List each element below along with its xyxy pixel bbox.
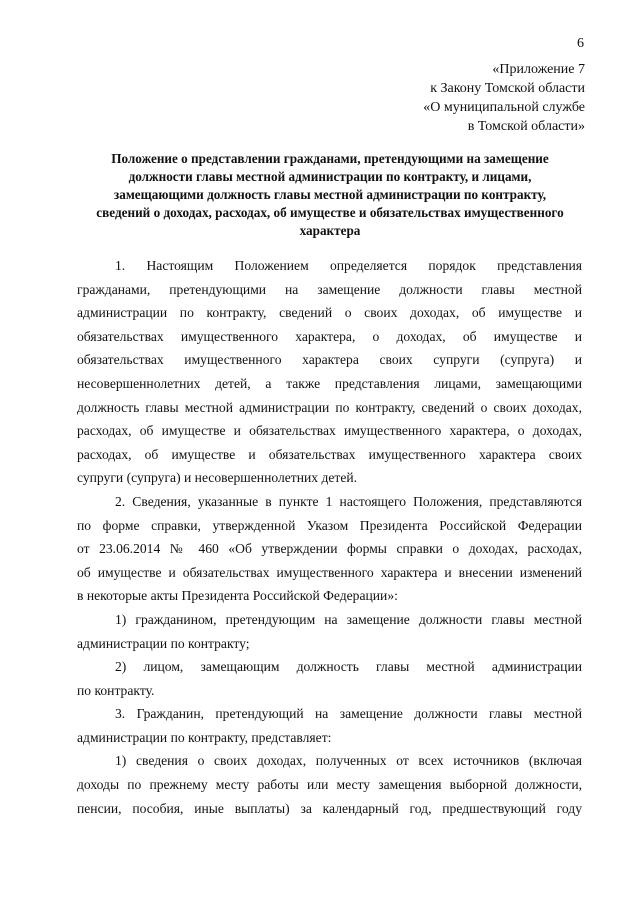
- paragraph-line: пенсии, пособия, иные выплаты) за календарный год, предшествующий году: [77, 800, 582, 816]
- paragraph: [77, 702, 582, 749]
- appendix-line: в Томской области»: [467, 119, 585, 134]
- title-line: характера: [299, 223, 361, 238]
- paragraph: [77, 608, 582, 655]
- paragraph-line: расходах, об имуществе и обязательствах имущественного характера, о доходах,: [77, 423, 582, 439]
- appendix-line: «О муниципальной службе: [423, 100, 585, 115]
- paragraph-line: в некоторые акты Президента Российской Федерации»:: [77, 588, 398, 604]
- paragraph-line: 1) гражданином, претендующим на замещение должности главы местной: [115, 611, 582, 627]
- appendix-line: к Закону Томской области: [430, 81, 585, 96]
- paragraph-line: 3. Гражданин, претендующий на замещение должности главы местной: [115, 706, 582, 722]
- title-line: сведений о доходах, расходах, об имуществе и обязательствах имущественного: [96, 205, 564, 220]
- paragraph-line: гражданами, претендующими на замещение должности главы местной: [77, 281, 582, 297]
- paragraph-line: супруги (супруга) и несовершеннолетних детей.: [77, 470, 358, 486]
- paragraph-line: доходы по прежнему месту работы или месту замещения выборной должности,: [77, 777, 582, 793]
- paragraph-line: 1) сведения о своих доходах, полученных от всех источников (включая: [115, 753, 582, 769]
- paragraph-line: от 23.06.2014 № 460 «Об утверждении формы справки о доходах, расходах,: [77, 541, 582, 557]
- paragraph-line: администрации по контракту, представляет:: [77, 729, 332, 745]
- paragraph: [77, 655, 582, 702]
- title-line: Положение о представлении гражданами, претендующими на замещение: [111, 151, 549, 166]
- paragraph-line: должность главы местной администрации по контракту, сведений о своих доходах,: [77, 399, 582, 415]
- paragraph: [77, 749, 582, 820]
- document-title: [72, 150, 588, 240]
- paragraph-line: 2. Сведения, указанные в пункте 1 настоящего Положения, представляются: [115, 493, 582, 509]
- appendix-reference: [345, 60, 585, 136]
- paragraph-line: расходах, об имуществе и обязательствах имущественного характера своих: [77, 446, 582, 462]
- paragraph-line: по форме справки, утвержденной Указом Президента Российской Федерации: [77, 517, 582, 533]
- page-number: 6: [577, 36, 584, 51]
- paragraph-line: администрации по контракту, сведений о своих доходах, об имуществе и: [77, 305, 582, 321]
- paragraph-line: обязательствах имущественного характера, о доходах, об имуществе и: [77, 328, 582, 344]
- paragraph: [77, 490, 582, 608]
- appendix-line: «Приложение 7: [492, 62, 585, 77]
- document-body: [77, 254, 582, 820]
- title-line: должности главы местной администрации по контракту, и лицами,: [128, 169, 532, 184]
- paragraph-line: об имуществе и обязательствах имущественного характера и внесении изменений: [77, 564, 582, 580]
- paragraph-line: администрации по контракту;: [77, 635, 250, 651]
- paragraph: [77, 254, 582, 490]
- paragraph-line: по контракту.: [77, 682, 155, 698]
- paragraph-line: обязательствах имущественного характера своих супруги (супруга) и: [77, 352, 582, 368]
- paragraph-line: 2) лицом, замещающим должность главы местной администрации: [115, 659, 582, 675]
- title-line: замещающими должность главы местной администрации по контракту,: [113, 187, 547, 202]
- paragraph-line: несовершеннолетних детей, а также представления лицами, замещающими: [77, 375, 582, 391]
- paragraph-line: 1. Настоящим Положением определяется порядок представления: [115, 258, 582, 273]
